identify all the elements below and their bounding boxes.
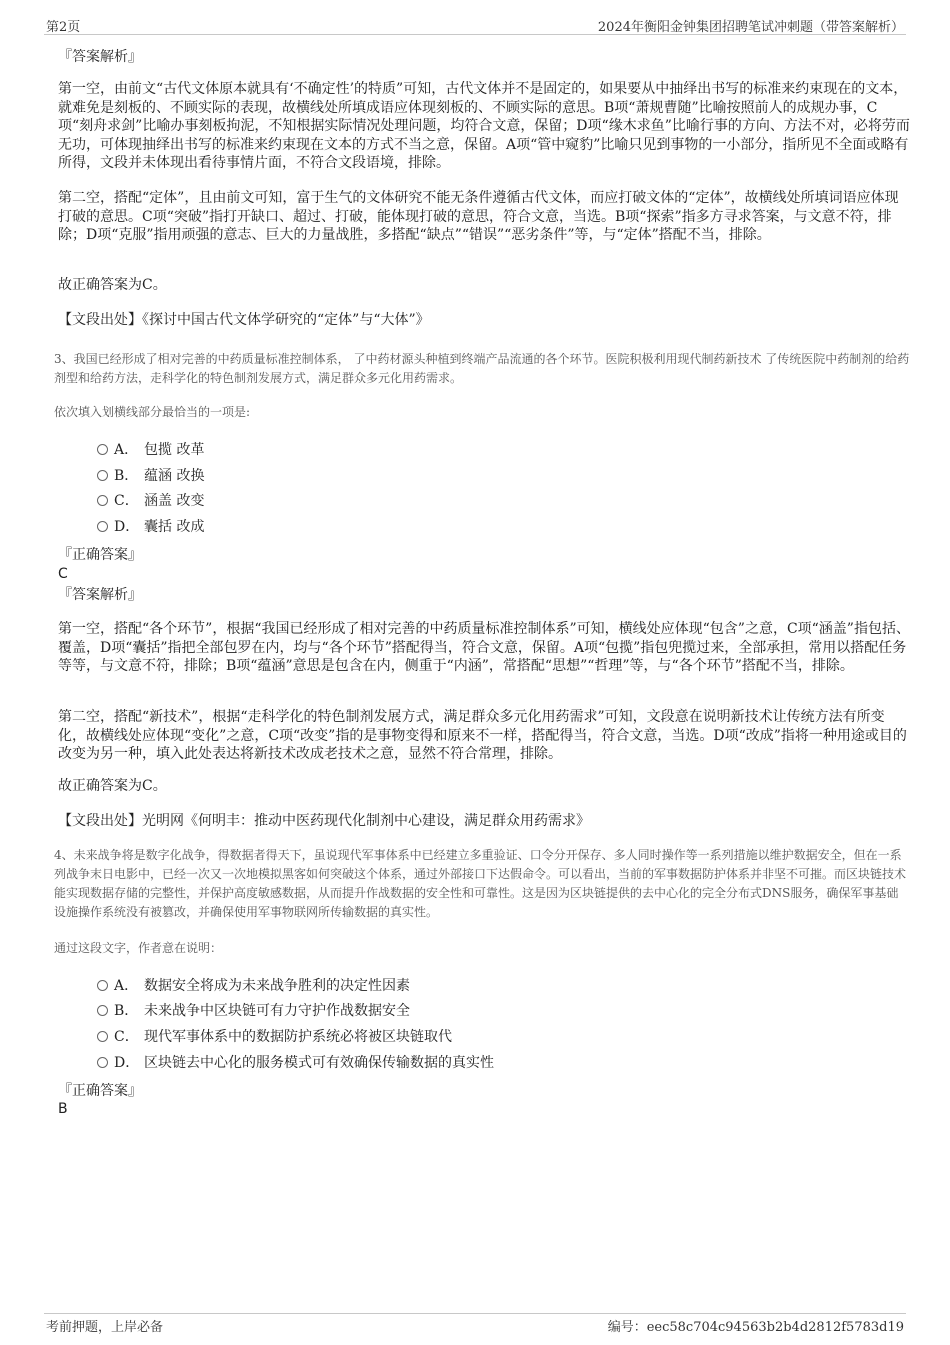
radio-button[interactable]: [97, 495, 108, 506]
answer-label: 『正确答案』: [58, 547, 142, 563]
option-b[interactable]: B． 未来战争中区块链可有力守护作战数据安全: [97, 1001, 410, 1021]
radio-button[interactable]: [97, 1005, 108, 1016]
correct-answer: B: [58, 1101, 68, 1117]
option-d[interactable]: D． 区块链去中心化的服务模式可有效确保传输数据的真实性: [97, 1053, 494, 1073]
analysis-label: 『答案解析』: [58, 49, 142, 65]
answer-label: 『正确答案』: [58, 1083, 142, 1099]
option-a[interactable]: A． 数据安全将成为未来战争胜利的决定性因素: [97, 976, 410, 996]
footer-slogan: 考前押题，上岸必备: [46, 1320, 164, 1335]
option-b[interactable]: B． 蕴涵 改换: [97, 466, 204, 486]
option-a[interactable]: A． 包揽 改革: [97, 440, 204, 460]
correct-answer: C: [58, 566, 68, 582]
option-d[interactable]: D． 囊括 改成: [97, 517, 204, 537]
document-id: 编号：eec58c704c94563b2b4d2812f5783d19: [607, 1320, 904, 1335]
page-number: 第2页: [46, 20, 81, 35]
analysis-paragraph: 第一空，搭配“各个环节”，根据“我国已经形成了相对完善的中药质量标准控制体系”可知，横线处应体现“包含”之意，C项“涵盖”指包括、覆盖，D项“囊括”指把全部包罗在内，均与“各个环节”搭配得当，符合文意，保留。A项“包揽”指包兜揽过来，全部承担，常用以搭配任务等等，与文意不符，排除；B项“蕴涵”意思是包含在内，侧重于“内涵”，常搭配“思想”“哲理”等，与“各个环节”搭配不当，排除。: [58, 621, 910, 674]
option-c[interactable]: C． 现代军事体系中的数据防护系统必将被区块链取代: [97, 1027, 452, 1047]
question-prompt: 通过这段文字，作者意在说明：: [54, 941, 223, 955]
radio-button[interactable]: [97, 1031, 108, 1042]
question-prompt: 依次填入划横线部分最恰当的一项是:: [54, 405, 251, 419]
question-stem: 4、未来战争将是数字化战争，得数据者得天下，虽说现代军事体系中已经建立多重验证、口令分开保存、多人同时操作等一系列措施以维护数据安全，但在一系列战争末日电影中，已经一次又一次地模拟黑客如何突破这个体系，通过外部接口下达假命令。可以看出，当前的军事数据防护体系并非坚不可摧。而区块链技术能实现数据存储的完整性，并保护高度敏感数据，从而提升作战数据的安全性和可靠性。这是因为区块链提供的去中心化的完全分布式DNS服务，确保军事基础设施操作系统没有被篡改，并确保使用军事物联网所传输数据的真实性。: [54, 848, 907, 919]
source: 【文段出处】光明网《何明丰：推动中医药现代化制剂中心建设，满足群众用药需求》: [58, 813, 590, 829]
option-c[interactable]: C． 涵盖 改变: [97, 491, 204, 511]
source: 【文段出处】《探讨中国古代文体学研究的“定体”与“大体”》: [58, 312, 430, 328]
analysis-label: 『答案解析』: [58, 587, 142, 603]
conclusion: 故正确答案为C。: [58, 778, 167, 794]
analysis-paragraph: 第一空，由前文“古代文体原本就具有‘不确定性’的特质”可知，古代文体并不是固定的，如果要从中抽绎出书写的标准来约束现在的文本，就难免是刻板的、不顾实际的表现，故横线处所填成语应体现刻板的、不顾实际的意思。B项“萧规曹随”比喻按照前人的成规办事，C项“刻舟求剑”比喻办事刻板拘泥，不知根据实际情况处理问题，均符合文意，保留；D项“缘木求鱼”比喻行事的方向、方法不对，必将劳而无功，可体现抽绎出书写的标准来约束现在文本的方式不当之意，保留。A项“管中窥豹”比喻只见到事物的一小部分，指所见不全面或略有所得，文段并未体现出看待事情片面，不符合文段语境，排除。: [58, 81, 910, 171]
radio-button[interactable]: [97, 470, 108, 481]
analysis-paragraph: 第二空，搭配“定体”，且由前文可知，富于生气的文体研究不能无条件遵循古代文体，而应打破文体的“定体”，故横线处所填词语应体现打破的意思。C项“突破”指打开缺口、超过、打破，能体现打破的意思，符合文意，当选。B项“探索”指多方寻求答案，与文意不符，排除；D项“克服”指用顽强的意志、巨大的力量战胜，多搭配“缺点”“错误”“恶劣条件”等，与“定体”搭配不当，排除。: [58, 190, 899, 243]
conclusion: 故正确答案为C。: [58, 277, 167, 293]
radio-button[interactable]: [97, 980, 108, 991]
page-header: [44, 16, 906, 35]
document-title: 2024年衡阳金钟集团招聘笔试冲刺题（带答案解析）: [597, 20, 904, 35]
radio-button[interactable]: [97, 1057, 108, 1068]
analysis-paragraph: 第二空，搭配“新技术”，根据“走科学化的特色制剂发展方式，满足群众多元化用药需求”可知，文段意在说明新技术让传统方法有所变化，故横线处应体现“变化”之意，C项“改变”指的是事物变得和原来不一样，搭配得当，符合文意，当选。D项“改成”指将一种用途或目的改变为另一种，填入此处表达将新技术改成老技术之意，显然不符合常理，排除。: [58, 709, 907, 762]
page-footer: [44, 1313, 906, 1335]
radio-button[interactable]: [97, 521, 108, 532]
radio-button[interactable]: [97, 444, 108, 455]
question-stem: 3、我国已经形成了相对完善的中药质量标准控制体系， 了中药材源头种植到终端产品流通的各个环节。医院积极利用现代制药新技术 了传统医院中药制剂的给药剂型和给药方法，走科学化的特色制剂发展方式，满足群众多元化用药需求。: [54, 352, 910, 385]
